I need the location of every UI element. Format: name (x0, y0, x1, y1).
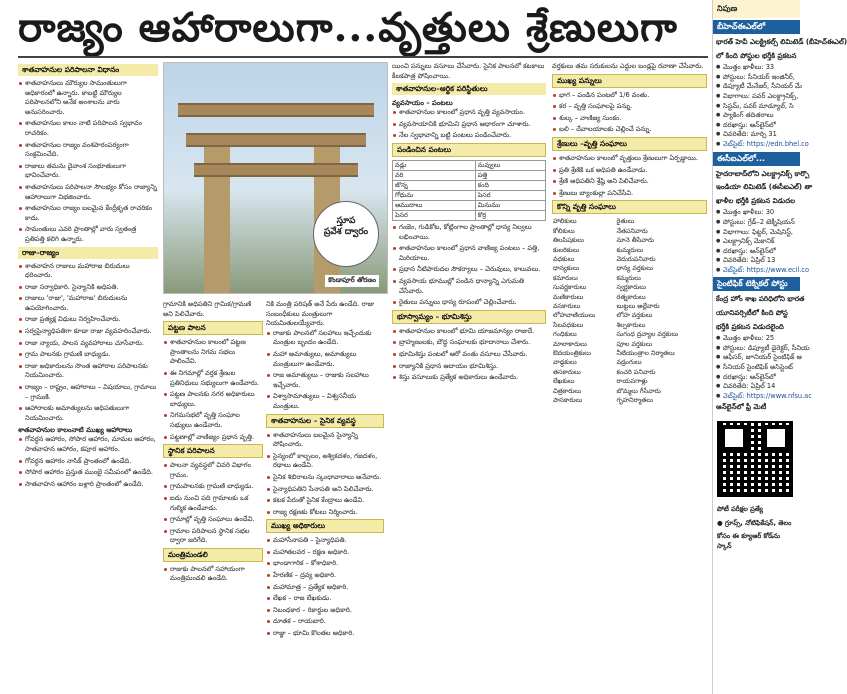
list-item: ● చివరితేది: మార్చి 31 (716, 130, 797, 140)
list-item: రాజు ప్రత్యక్ష విధులు నిర్వహించేవారు. (18, 315, 158, 325)
table-cell: వడ్లు (393, 160, 476, 170)
table-row (393, 190, 546, 200)
table-cell: నీటియంత్రాల నిర్మాతలు (616, 349, 675, 358)
table-cell: బుట్టలు అల్లేవారు (616, 302, 660, 310)
column-5 (552, 62, 707, 694)
bullet-list (392, 223, 546, 308)
bullet-list (392, 327, 546, 383)
list-item: పట్టణాల్లో వాణిజ్యం ప్రధాన వృత్తి. (163, 433, 263, 443)
job-description: లో కింది పోస్టుల భర్తీకి ప్రకటన (716, 51, 797, 60)
column-4 (392, 62, 546, 694)
list-item: శాతవాహనులు మౌర్యుల సామంతులుగా అధికారంలో ఉన్నారు. కాబట్టి మౌర్యుల పరిపాలనలోని అనేక అంశాలను వారు అనుసరించారు. (18, 79, 158, 117)
table-cell: పాసకారులు (553, 396, 583, 405)
table-cell: కొర్ర (475, 210, 545, 220)
list-item: మహా అమాత్యులు, అమాత్యులు మంత్రులుగా ఉండేవారు. (266, 350, 384, 369)
subheading: వ్యవసాయం – పంటలు (392, 99, 453, 108)
table-cell: ధాన్యకులు (553, 264, 580, 273)
section-heading: పండించిన పంటలు (392, 143, 546, 157)
list-item: మహాతలవర – రక్షణ అధికారి. (266, 548, 384, 558)
list-item: మహామాత్ర – ప్రత్యేక అధికారి. (266, 583, 384, 593)
section-heading: కొన్ని వృత్తి సంఘాలు (552, 200, 707, 214)
table-row (393, 180, 546, 190)
list-item: నిబంధకార – రికార్డుల అధికారి. (266, 606, 384, 616)
list-item: కటక పేరుతో సైనిక కేంద్రాలు ఉండేవి. (266, 496, 384, 506)
bullet-list (392, 108, 546, 141)
list-item: సైన్యాధిపతిని సేనాపతి అని పిలిచేవారు. (266, 485, 384, 495)
list-item: ● విభాగాలు: పవర్ ఎలక్ట్రానిక్స్, (716, 92, 797, 102)
section-heading: శ్రేణులు –వృత్తి సంఘాలు (552, 137, 707, 151)
job-description: ఖాళీల భర్తీకి ప్రకటన విడుదల (716, 196, 796, 205)
list-item: సోపార ఆహారం ప్రస్తుత ముంబై సమీపంలో ఉండేది. (18, 468, 158, 478)
column-3 (266, 300, 384, 694)
gate-beam-top (178, 103, 374, 117)
table-cell: కుమ్మరులు (616, 245, 644, 254)
table-cell: ధాన్య వర్తకులు (616, 264, 653, 273)
table-cell: సువర్ణకారులు (553, 283, 587, 292)
list-item: ● దరఖాస్తు: ఆన్‌లైన్‌లో (716, 121, 797, 131)
guild-list-table (552, 217, 707, 405)
table-cell: శిల్పకారులు (616, 320, 646, 329)
table-row (552, 274, 707, 283)
list-item: ● సిస్టమ్, పవర్ మాడ్యూల్, సి (716, 102, 797, 112)
list-item: గ్రామాల్లో వృత్తి సంఘాలు ఉండేవి. (163, 515, 263, 525)
list-item: రాజుకు పాలనలో సహాయంగా మంత్రిమండలి ఉండేది. (163, 565, 263, 584)
section-heading: పట్టణ పాలన (163, 321, 263, 335)
table-cell: కోలికులు (553, 226, 575, 235)
table-cell: రాయసగాళ్లు (616, 377, 648, 386)
paragraph: గ్రామానికి అధిపతిని గ్రామిక/గ్రామణి అని పిలిచేవారు. (163, 300, 252, 318)
table-row (552, 311, 707, 320)
table-cell: వరి (393, 170, 476, 180)
list-item: ● మొత్తం ఖాళీలు: 30 (716, 208, 797, 218)
list-item: రాజ్య రక్షణకు కోటలు నిర్మించారు. (266, 508, 384, 518)
table-cell: తసకారులు (553, 367, 581, 376)
paragraph: వర్తకులు తమ సరుకులను ఎద్దుల బండ్లపై రవాణా చేసేవారు. (552, 62, 704, 70)
photo-caption-badge (313, 201, 379, 267)
list-item: సైన్యంలో కాల్బలం, అశ్వికదళం, గజదళం, రథాలు ఉండేవి. (266, 452, 384, 471)
table-cell: కమారులు (553, 273, 578, 282)
list-item: సాతవాహన ఆహారం బళ్లారి ప్రాంతంలో ఉండేది. (18, 480, 158, 490)
table-cell: కంచరి పనివారు (616, 367, 656, 376)
table-cell: రత్నకారులు (616, 292, 646, 301)
table-row (552, 396, 707, 405)
bullet-list (163, 565, 263, 584)
list-item: బలి – దేవాలయాలకు చెల్లించే పన్ను. (552, 125, 707, 135)
list-item: లేఖక – రాజ లేఖకుడు. (266, 594, 384, 604)
job-banner: సైంటిఫిక్ టెక్నికల్ పోస్టు (713, 277, 800, 291)
table-cell: గంధికులు (553, 330, 577, 339)
list-item: విశ్వాసామాత్యులు – విశ్వసనీయ మంత్రులు. (266, 392, 384, 411)
list-item: ఐదు నుంచి పది గ్రామాలకు ఒక గుల్మిక ఉండేవాడు. (163, 494, 263, 513)
table-row (393, 200, 546, 210)
table-cell: నేతపనివారు (616, 226, 648, 235)
list-item: గ్రామ పాలనకు గ్రామణి బాధ్యుడు. (18, 350, 158, 360)
table-cell: పెసర (475, 190, 545, 200)
free-test-heading: ఆన్‌లైన్‌లో ఫ్రీ మెటీ (716, 403, 767, 412)
list-item: ఈ నిగమాల్లో వర్తక శ్రేణుల ప్రతినిధులు సభ్యులుగా ఉండేవారు. (163, 369, 263, 388)
jobs-sidebar (712, 0, 847, 694)
bullet-list (266, 536, 384, 638)
list-item: గోవర్ధన ఆహారం, సోపార ఆహారం, మామల ఆహారం, సాతవాహన ఆహారం, కపూర ఆహారం. (18, 435, 158, 454)
table-row (552, 217, 707, 226)
table-cell: జొన్న (393, 180, 476, 190)
table-cell: కులరికులు (553, 245, 580, 254)
website-link[interactable]: ● వెబ్‌సైట్: https://edn.bhel.co (716, 140, 797, 150)
list-item: ● పోస్టులు: డిప్యూటీ డైరెక్టర్, సీనియ (716, 344, 797, 354)
column-1 (18, 62, 158, 694)
table-cell: తిలపిషకులు (553, 236, 584, 245)
table-cell: బొమ్మలు గీసేవారు (616, 386, 661, 395)
list-item: రాజు న్యాయ, పాలన వ్యవహారాలు చూసేవారు. (18, 339, 158, 349)
list-item: గంజెం, గుడికోట, కోట్లింగాల ప్రాంతాల్లో ధాన్య నిల్వలు లభించాయి. (392, 223, 546, 242)
list-item: రాజుకు పాలనలో సలహాలు ఇచ్చేందుకు మంత్రుల బృందం ఉండేది. (266, 329, 384, 348)
bullet-list (163, 338, 263, 442)
list-item: శాతవాహనుల కాలంలో భూమి యాజమాన్యం రాజుదే. (392, 327, 546, 337)
table-row (552, 236, 707, 245)
crops-table (392, 160, 546, 221)
table-cell: కమ్మరులు (616, 273, 641, 282)
table-cell: పత్తి (475, 170, 545, 180)
job-banner: ఈసీఐఎల్‌లో... (713, 152, 800, 166)
sidebar-footer: కోసం ఈ క్యూఆర్ కోడ్‌ను స్కాన్ (717, 532, 780, 550)
table-cell: లేఖకులు (553, 377, 575, 386)
bullet-list (18, 79, 158, 245)
job-description: భర్తీకి ప్రకటన విడుదలైంది (716, 322, 784, 331)
list-item: బ్రాహ్మణులకు, బౌద్ధ సంఘాలకు భూదానాలు చేశారు. (392, 338, 546, 348)
table-cell: వెదురుపనివారు (616, 254, 656, 263)
bullet-list (266, 431, 384, 518)
table-cell: రైతులు (616, 217, 635, 226)
list-item: శాతవాహనుల రాజ్యం బలమైన కేంద్రీకృత రాచరికం కాదు. (18, 204, 158, 223)
sidebar-footer: ● గ్రూప్స్, నోటిఫికేషన్, తెలం (717, 518, 792, 527)
table-row (552, 358, 707, 367)
list-item: ● విభాగాలు: ఫిట్టర్, మెషినిస్ట్, (716, 228, 797, 238)
list-item: శాతవాహనుల కాలంలో ప్రధాన వృత్తి వ్యవసాయం. (392, 108, 546, 118)
list-item: ● పోస్టులు: గ్రేడ్–2 టెక్నీషియన్ (716, 218, 797, 228)
table-row (552, 302, 707, 311)
list-item: ప్రధాన నీటిపారుదల సౌకర్యాలు – చెరువులు, కాలువలు. (392, 265, 546, 275)
table-cell: గోధుమ (393, 190, 476, 200)
table-cell: లోహవాణియులు (553, 311, 596, 320)
table-cell: వడ్రంగులు (616, 358, 642, 367)
list-item: భూమిశిస్తు పంటలో ఆరో వంతు వసూలు చేసేవారు. (392, 350, 546, 360)
job-description: కేంద్ర హోం శాఖ పరిధిలోని భారత (716, 295, 805, 304)
list-item: ● ఎలక్ట్రానిక్స్ మెకానిక్ (716, 237, 797, 247)
table-row (552, 264, 707, 273)
list-item: రాజ్యానికి ప్రధాన ఆదాయం భూమిశిస్తు. (392, 362, 546, 372)
table-cell: కంది (475, 180, 545, 190)
list-item: శాతవాహనులు పరిపాలనా సౌలభ్యం కోసం రాజ్యాన్ని ఆహారాలుగా విభజించారు. (18, 183, 158, 202)
section-heading: శాతవాహనుల–ఆర్థిక పరిస్థితులు (392, 83, 546, 95)
list-item: శాతవాహనుల కాలంలో పట్టణ ప్రాంతాలను నిగమ సభలు పాలించేవి. (163, 338, 263, 367)
bullet-list (18, 262, 158, 424)
list-item: ● మొత్తం ఖాళీలు: 25 (716, 334, 797, 344)
list-item: రాజ్జు – భూమి కొలతల అధికారి. (266, 629, 384, 639)
list-item: శాతవాహన రాజులు మహారాజ బిరుదులు ధరించారు. (18, 262, 158, 281)
list-item: సైనిక శిబిరాలను స్కంధావారాలు అనేవారు. (266, 473, 384, 483)
list-item: మహాసేనాపతి – సైన్యాధిపతి. (266, 536, 384, 546)
job-details-list (713, 63, 809, 149)
list-item: ప్రతి శ్రేణికి ఒక అధిపతి ఉండేవాడు. (552, 166, 707, 176)
list-item: శాతవాహనుల రాజ్యం వంశపారంపర్యంగా సంక్రమించేది. (18, 141, 158, 160)
table-cell: స్వర్ణకారులు (616, 283, 646, 292)
table-row (552, 283, 707, 292)
table-row (552, 321, 707, 330)
section-heading: శాతవాహనుల పరిపాలనా విధానం (18, 64, 158, 76)
list-item: శాతవాహనుల కాలం నాటి పరిపాలన స్వభావం రాచరికం. (18, 119, 158, 138)
section-heading: శాతవాహనుల – సైనిక వ్యవస్థ (266, 414, 384, 428)
table-cell: ఔదయంత్రికులు (553, 349, 591, 358)
list-item: పాలనా వ్యవస్థలో చివరి విభాగం గ్రామం. (163, 461, 263, 480)
photo-credit-tag: కొండాపూర్ తోరణం (325, 275, 379, 287)
job-details-list (713, 334, 812, 401)
list-item: భాగ – పండిన పంటలో 1/6 వంతు. (552, 91, 707, 101)
sidebar-footer: పోటీ పరీక్షల ప్రత్యే (717, 505, 763, 513)
list-item: శాతవాహనులు బలమైన సైన్యాన్ని పోషించారు. (266, 431, 384, 450)
list-item: రాజులు 'రాజు', 'మహారాజ' బిరుదులను ఉపయోగించారు. (18, 294, 158, 313)
list-item: గోవర్ధన ఆహారం నాసిక్ ప్రాంతంలో ఉండేది. (18, 457, 158, 467)
table-row (552, 227, 707, 236)
stupa-gateway-photo (163, 62, 388, 294)
job-description: యూనివర్సిటీలో కింది పోస్ట (716, 309, 788, 318)
list-item: హేరణిక – ద్రవ్య అధికారి. (266, 571, 384, 581)
list-item: రాజు సర్వాధికారి. సైన్యానికి అధిపతి. (18, 283, 158, 293)
list-item: శుల్క – వాణిజ్య సుంకం. (552, 114, 707, 124)
list-item: గ్రామాల పరిపాలన స్థానిక సభల ద్వారా జరిగేది. (163, 527, 263, 546)
table-cell: మినుము (475, 200, 545, 210)
table-row (393, 170, 546, 180)
job-description: భారత్ హెవీ ఎలక్ట్రికల్స్ లిమిటెడ్ (బీహెచ్‌ఈఎల్) (716, 38, 847, 46)
table-row (552, 340, 707, 349)
website-link[interactable]: ● వెబ్‌సైట్: https://www.ecil.co (716, 266, 797, 276)
list-item: ● డిప్యూటీ మేనేజర్, సీనియర్ మే (716, 82, 797, 92)
list-item: ● చివరితేది: ఏప్రిల్ 13 (716, 256, 797, 266)
table-cell: మణికారులు (553, 292, 584, 301)
section-heading: స్థానిక పరిపాలన (163, 444, 263, 458)
list-item: రాజులు తమను దైవాంశ సంభూతులుగా భావించేవారు. (18, 162, 158, 181)
table-row (552, 330, 707, 339)
bullet-list (552, 91, 707, 135)
table-row (552, 349, 707, 358)
table-row (393, 210, 546, 220)
list-item: భాండాగారిక – కోశాధికారి. (266, 559, 384, 569)
job-details-list (713, 208, 810, 275)
list-item: సర్వసైన్యాధిపతిగా కూడా రాజు వ్యవహరించేవారు. (18, 327, 158, 337)
table-row (552, 293, 707, 302)
caption-line: స్తూప (336, 216, 356, 226)
table-cell: చిత్రకారులు (553, 386, 582, 395)
bullet-list (552, 154, 707, 198)
sidebar-section-label: నిపుణ (713, 0, 800, 18)
list-item: ● మొత్తం ఖాళీలు: 33 (716, 63, 797, 73)
list-item: ● చివరితేది: ఏప్రిల్ 14 (716, 382, 797, 392)
table-row (552, 255, 707, 264)
table-cell: మాలాకారులు (553, 339, 587, 348)
table-cell: హాలికులు (553, 217, 577, 226)
page-headline: రాజ్యం ఆహారాలుగా...వృత్తులు శ్రేణులుగా (18, 4, 678, 51)
subheading: శాతవాహనుల కాలంనాటి ముఖ్య ఆహారాలు (18, 426, 133, 435)
table-cell: పూల వర్తకులు (616, 339, 653, 348)
table-row (552, 246, 707, 255)
column-2 (163, 300, 263, 694)
section-heading: భూస్వామ్యం – భూమిశిస్తు (392, 310, 546, 324)
list-item: ● పోస్టులు: సీనియర్ ఇంజినీర్, (716, 73, 797, 83)
list-item: పట్టణ పాలనకు నగర అధికారులు బాధ్యులు. (163, 390, 263, 409)
job-banner: బీహెచ్‌ఈఎల్‌లో (713, 20, 800, 34)
list-item: శ్రేణులు బ్యాంకుల్లా పనిచేసేవి. (552, 189, 707, 199)
caption-line: ప్రవేశ ద్వారం (323, 227, 369, 237)
paragraph: యించి పన్నులు వసూలు చేసేవారు. సైనిక పాలనలో కటకాలు కీలకపాత్ర పోషించాయి. (392, 62, 545, 80)
list-item: శాతవాహనుల కాలంలో ప్రధాన వాణిజ్య పంటలు – పత్తి, మిరియాలు. (392, 244, 546, 263)
list-item: సామంతులు ఎవరి ప్రాంతాల్లో వారు స్వతంత్ర ప్రతిపత్తి కలిగి ఉన్నారు. (18, 225, 158, 244)
list-item: గ్రామపాలనకు గ్రామణి బాధ్యుడు. (163, 482, 263, 492)
list-item: వ్యవసాయానికి భూమిని ప్రధాన ఆధారంగా చూశారు. (392, 120, 546, 130)
website-link[interactable]: ● వెబ్‌సైట్: https://www.nfsu.ac (716, 392, 797, 402)
list-item: ● సీనియర్ సైంటిఫిక్ అసిస్టెంట్ (716, 363, 797, 373)
list-item: రాజు అధికారులను సొంత ఆహారాల పరిపాలనకు నియమించారు. (18, 362, 158, 381)
list-item: ● దరఖాస్తు: ఆన్‌లైన్‌లో (716, 247, 797, 257)
list-item: ● ప్యాకింగ్ తదితరాలు (716, 111, 797, 121)
table-cell: వసకారులు (553, 302, 581, 310)
list-item: కర – వృత్తి సంఘాలపై పన్ను. (552, 102, 707, 112)
list-item: ● దరఖాస్తు: ఆన్‌లైన్‌లో (716, 373, 797, 383)
section-heading: రాజు–రాజ్యం (18, 247, 158, 259)
list-item: ఆహారాలకు అమాత్యులను అధిపతులుగా నియమించారు. (18, 404, 158, 423)
bullet-list (163, 461, 263, 546)
table-cell: నువ్వులు (475, 160, 545, 170)
list-item: రైతులు పన్నులు ధాన్య రూపంలో చెల్లించేవారు. (392, 298, 546, 308)
table-cell: వాడ్ధకులు (553, 358, 577, 367)
section-heading: మంత్రిమండలి (163, 548, 263, 562)
headline-divider (18, 56, 708, 58)
job-description: ఇండియా లిమిటెడ్ (ఈసీఐఎల్) తా (716, 183, 813, 192)
table-cell: నూనె తీసేవారు (616, 236, 654, 245)
table-cell: లోహ వర్తకులు (616, 311, 653, 320)
list-item: వ్యవసాయ భూముల్లో పండిన ధాన్యాన్ని ఎగుమతి చేసేవారు. (392, 277, 546, 296)
table-cell: సుగంధ ద్రవ్యాల వర్తకులు (616, 330, 679, 339)
table-cell: గృహనిర్మాతలు (616, 396, 653, 405)
table-row (552, 387, 707, 396)
list-item: నిగమసభలో వృత్తి సంఘాల సభ్యులు ఉండేవారు. (163, 411, 263, 430)
table-row (393, 160, 546, 170)
table-row (552, 377, 707, 386)
bullet-list (266, 329, 384, 412)
list-item: రాజ్యం – రాష్ట్రం, ఆహారాలు – విషయాలు, గ్రామాలు – గ్రామణి. (18, 383, 158, 402)
paragraph: నికి మంత్రి పరిషత్ అనే పేరు ఉండేది. రాజు సంబంధీకులు మంత్రులుగా నియమితులయ్యేవారు. (266, 300, 375, 328)
list-item: శాతవాహనుల కాలంలో వృత్తులు శ్రేణులుగా ఏర్పడ్డాయి. (552, 154, 707, 164)
section-heading: ముఖ్య పన్నులు (552, 74, 707, 88)
list-item: రాజ అమాత్యులు – రాజుకు సలహాలు ఇచ్చేవారు. (266, 371, 384, 390)
section-heading: ముఖ్య అధికారులు (266, 519, 384, 533)
table-cell: సేలవధకులు (553, 320, 584, 329)
bullet-list (18, 435, 158, 489)
table-cell: వధకులు (553, 254, 575, 263)
list-item: ● ఆఫీసర్, జూనియర్ సైంటిఫిక్ ఆ (716, 353, 797, 363)
list-item: నేల స్వభావాన్ని బట్టి పంటలు పండించేవారు. (392, 131, 546, 141)
job-description: హైదరాబాద్‌లోని ఎలక్ట్రానిక్స్ కార్పొ (716, 169, 810, 178)
qr-code-icon[interactable] (717, 421, 793, 497)
list-item: శిస్తు వసూలుకు ప్రత్యేక అధికారులు ఉండేవారు. (392, 373, 546, 383)
list-item: శ్రేణి అధిపతిని శ్రేష్ఠి అని పిలిచేవారు. (552, 177, 707, 187)
list-item: దూతక – రాయబారి. (266, 617, 384, 627)
table-cell: ఆముదాలు (393, 200, 476, 210)
gate-beam-middle (186, 133, 366, 147)
gate-beam-bottom (194, 163, 358, 177)
table-cell: పెసర (393, 210, 476, 220)
table-row (552, 368, 707, 377)
